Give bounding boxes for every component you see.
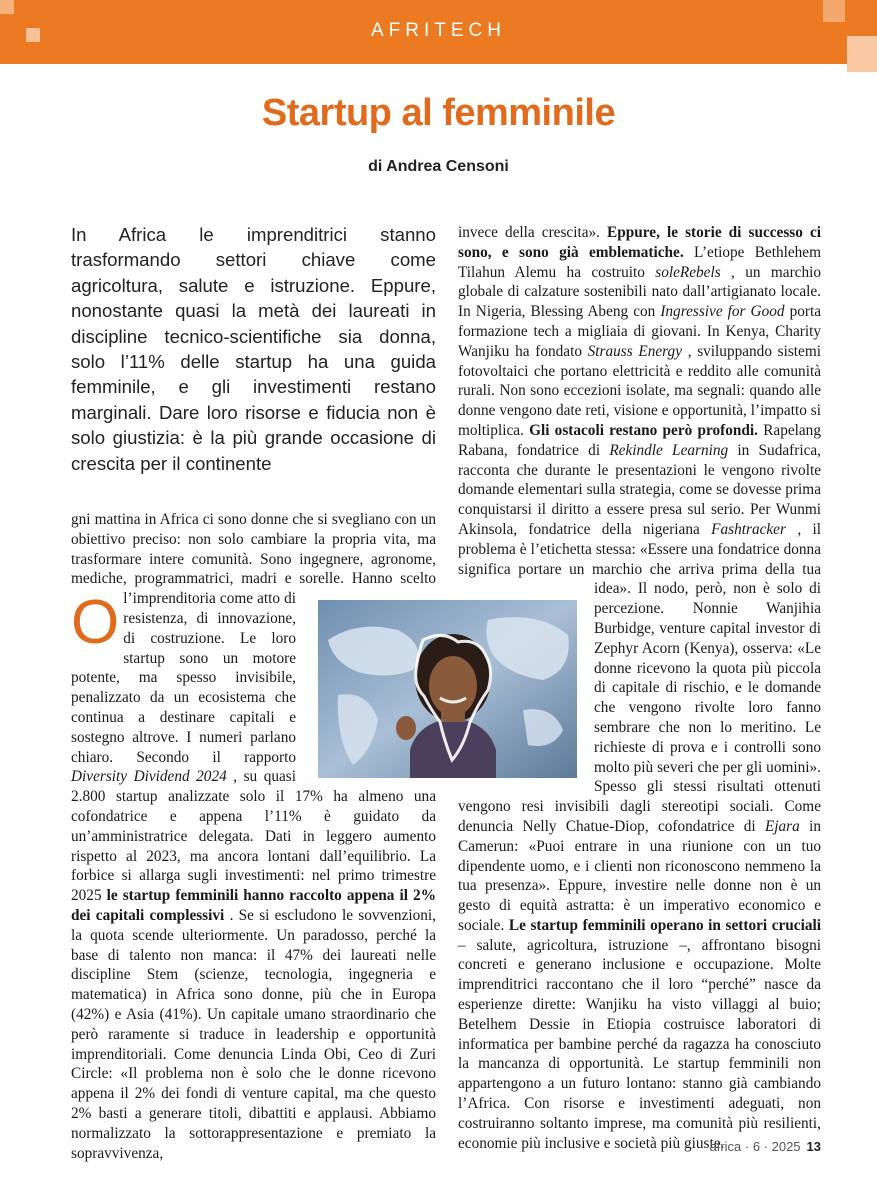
- brand-name: Rekindle Learning: [609, 441, 729, 459]
- brand-name: Ingressive for Good: [660, 303, 785, 321]
- brand-name: soleRebels: [655, 263, 721, 281]
- highlight-text: Gli ostacoli restano però profondi.: [529, 421, 758, 439]
- page-footer: [709, 1139, 821, 1154]
- article-lead: In Africa le imprenditrici stanno trasformando settori chiave come agricoltura, salute e istruzione. Eppure, nonostante quasi la metà dei laureati in discipline tecnico-scientifiche sia donna, solo l’11% delle startup ha una guida femminile, e gli investimenti restano marginali. Dare loro risorse e fiducia non è solo giustizia: è la più grande occasione di crescita per il continente: [71, 224, 436, 474]
- body-text: Rapelang Rabana, fondatrice di: [458, 421, 821, 459]
- drop-cap: O: [71, 588, 120, 657]
- body-text: invece della crescita».: [458, 224, 608, 241]
- body-text: – salute, agricoltura, istruzione –, affrontano bisogni concreti e generano inclusione e occupazione. Molte imprenditrici raccontano che il loro “perché” nasce da esperienze dirette: Wanjiku ha visto villaggi al buio; Betelhem Dessie in Etiopia costruisce laboratori di informatica per bambine perché da ragazza ha conosciuto la mancanza di opportunità. Le startup femminili non appartengono a un futuro lontano: stanno già cambiando l’Africa. Con risorse e investimenti adeguati, non costruiranno soltanto imprese, ma comunità più resilienti, economie più inclusive e società più giuste.: [458, 936, 821, 1152]
- brand-name: Ejara: [764, 817, 800, 835]
- body-text: , su quasi 2.800 startup analizzate solo il 17% ha almeno una cofondatrice e appena l’11% è guidato da un’amministratrice delegata. Dati in leggero aumento rispetto al 2023, ma ancora lontani dall’equilibrio. La forbice si allarga sugli investimenti: nel primo trimestre 2025: [71, 768, 436, 905]
- report-title: Diversity Dividend 2024: [71, 768, 227, 786]
- page-number: 13: [806, 1139, 821, 1154]
- issue-label: africa · 6 · 2025: [709, 1139, 801, 1154]
- section-banner: [0, 0, 877, 64]
- brand-name: Fashtracker: [711, 520, 786, 538]
- body-text: in Sudafrica, racconta che durante le presentazioni le vengono rivolte domande elementari sulla strategia, come se dovesse prima conquistarsi il diritto a essere presa sul serio. Per Wunmi Akinsola, fondatrice della nigeriana: [458, 441, 821, 538]
- highlight-text: Eppure, le storie di successo ci sono, e sono già emblematiche.: [458, 224, 822, 261]
- body-text: . Se si escludono le sovvenzioni, la quota scende ulteriormente. Un paradosso, perché la base di talento non manca: il 47% dei laureati nelle discipline Stem (scienze, tecnologia, ingegneria e matematica) in Africa sono donne, più che in Europa (42%) e Asia (41%). Un capitale umano straordinario che però raramente si traduce in leadership e opportunità imprenditoriali. Come denuncia Linda Obi, Ceo di Zuri Circle: «Il problema non è solo che le donne ricevono appena il 2% dei fondi di venture capital, ma che questo 2% basti a generare titoli, dibattiti e applausi. Abbiamo normalizzato la sottorappresentazione e premiato la sopravvivenza,: [71, 906, 436, 1162]
- body-text: L’etiope Bethlehem Tilahun Alemu ha costruito: [458, 243, 821, 281]
- body-text: , il problema è l’etichetta stessa: «Essere una fondatrice donna significa portare un marchio che arriva prima della tua idea». Il nodo, però, non è solo di percezione. Nonnie Wanjihia Burbidge, venture capital investor di Zephyr Acorn (Kenya), osserva: «Le donne ricevono la quota più piccola di capitale di rischio, e le domande che vengono rivolte loro fanno sembrare che non lo meritino. Le richieste di prova e i controlli sono molto più severi che per gli uomini». Spesso gli stessi risultati ottenuti vengono resi invisibili dagli stereotipi sociali. Come denuncia Nelly Chatue-Diop, cofondatrice di: [458, 520, 821, 835]
- woman-africa-map-illustration: [318, 600, 577, 778]
- body-text: in Camerun: «Puoi entrare in una riunione con un tuo dipendente uomo, e i clienti non riconoscono nemmeno la tua presenza». Eppure, investire nelle donne non è un gesto di equità astratta: è un imperativo economico e sociale.: [458, 817, 821, 934]
- highlight-text: le startup femminili hanno raccolto appena il 2% dei capitali complessivi: [71, 887, 436, 924]
- body-text: gni mattina in Africa ci sono donne che si svegliano con un obiettivo preciso: non solo cambiare la propria vita, ma trasformare intere comunità. Sono ingegnere, agronome, mediche, programmatrici, madri e sorelle. Hanno scelto l’imprenditoria come atto di resistenza, di innovazione, di costruzione. Le loro startup sono un motore potente, ma spesso invisibile, penalizzato da un ecosistema che continua a destinare capitali e sostegno altrove. I numeri parlano chiaro. Secondo il rapporto: [71, 511, 436, 766]
- decorative-square: [823, 0, 845, 22]
- brand-name: Strauss Energy: [587, 342, 682, 360]
- body-text: , un marchio globale di calzature sostenibili nato dall’artigianato locale. In Nigeria, Blessing Abeng con: [458, 263, 822, 321]
- body-text: , sviluppando sistemi fotovoltaici che portano elettricità e reddito alle comunità rurali. Non sono eccezioni isolate, ma segnali: quando alle donne vengono date reti, visione e opportunità, l’impatto si moltiplica.: [458, 342, 821, 439]
- article-byline: di Andrea Censoni: [368, 158, 509, 175]
- decorative-square: [0, 0, 14, 14]
- section-label: AFRITECH: [371, 20, 506, 41]
- body-text: porta formazione tech a migliaia di giovani. In Kenya, Charity Wanjiku ha fondato: [458, 303, 821, 360]
- highlight-text: Le startup femminili operano in settori cruciali: [508, 916, 821, 934]
- article-title: Startup al femminile: [261, 92, 616, 134]
- article-photo: [318, 600, 577, 778]
